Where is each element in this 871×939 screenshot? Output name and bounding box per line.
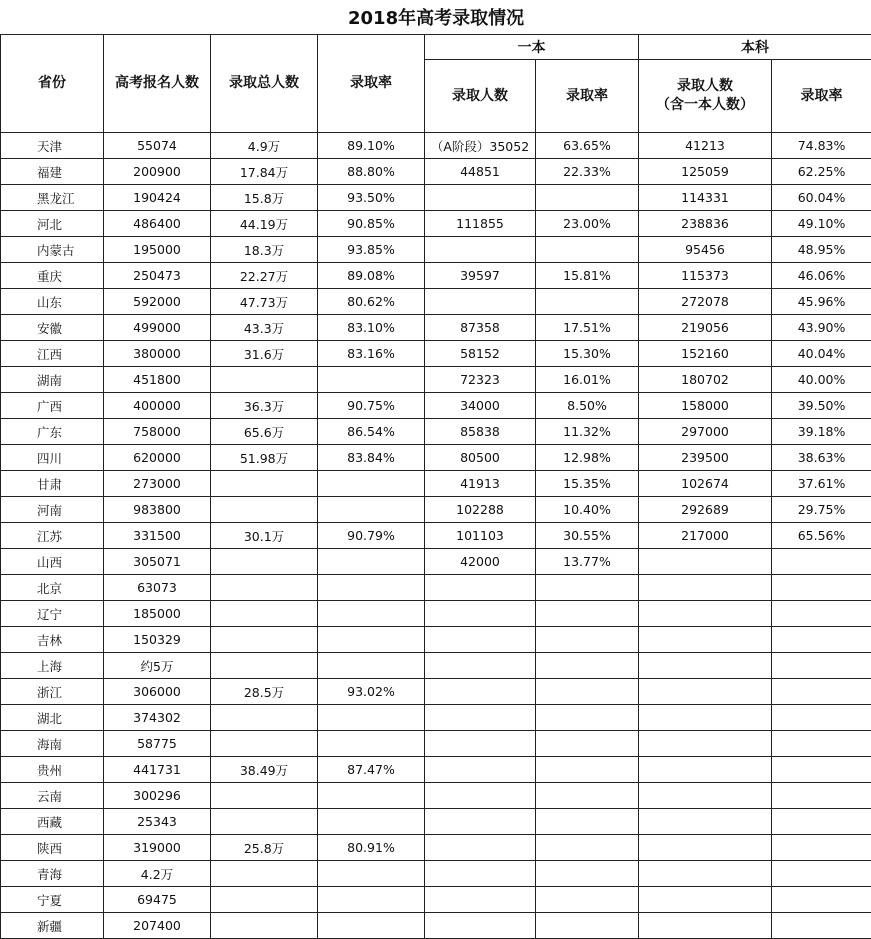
province-cell: 西藏 (1, 809, 104, 835)
undergrad-rate-cell: 40.04% (772, 341, 871, 367)
tier1-rate-cell: 15.81% (536, 263, 639, 289)
table-row (1, 471, 871, 497)
header-tier1-rate: 录取率 (536, 60, 639, 133)
tier1-rate-cell (536, 575, 639, 601)
undergrad-rate-cell (772, 601, 871, 627)
admission-rate-cell (318, 471, 425, 497)
undergrad-count-cell: 158000 (639, 393, 772, 419)
admitted-total-cell (211, 471, 318, 497)
undergrad-count-cell (639, 913, 772, 939)
tier1-count-cell (425, 679, 536, 705)
admission-rate-cell (318, 887, 425, 913)
applicants-cell: 58775 (104, 731, 211, 757)
tier1-rate-cell (536, 757, 639, 783)
undergrad-rate-cell (772, 835, 871, 861)
tier1-count-cell: 102288 (425, 497, 536, 523)
undergrad-rate-cell (772, 783, 871, 809)
header-undergrad-count-line1: 录取人数 (677, 78, 733, 94)
tier1-rate-cell (536, 627, 639, 653)
admitted-total-cell: 51.98万 (211, 445, 318, 471)
admission-rate-cell (318, 497, 425, 523)
tier1-rate-cell (536, 653, 639, 679)
tier1-rate-cell (536, 731, 639, 757)
tier1-rate-cell: 11.32% (536, 419, 639, 445)
tier1-count-cell (425, 289, 536, 315)
table-row (1, 237, 871, 263)
undergrad-count-cell: 217000 (639, 523, 772, 549)
admission-rate-cell (318, 601, 425, 627)
table-row (1, 263, 871, 289)
tier1-count-cell: 101103 (425, 523, 536, 549)
undergrad-rate-cell (772, 757, 871, 783)
header-applicants: 高考报名人数 (104, 35, 211, 133)
table-body (1, 133, 871, 939)
undergrad-count-cell (639, 783, 772, 809)
applicants-cell: 207400 (104, 913, 211, 939)
table-row (1, 497, 871, 523)
admitted-total-cell (211, 913, 318, 939)
header-admitted-total: 录取总人数 (211, 35, 318, 133)
tier1-rate-cell: 23.00% (536, 211, 639, 237)
province-cell: 湖南 (1, 367, 104, 393)
tier1-rate-cell: 22.33% (536, 159, 639, 185)
undergrad-rate-cell (772, 861, 871, 887)
table-row (1, 211, 871, 237)
table-row (1, 731, 871, 757)
undergrad-count-cell: 272078 (639, 289, 772, 315)
tier1-rate-cell (536, 289, 639, 315)
admitted-total-cell: 38.49万 (211, 757, 318, 783)
table-row (1, 887, 871, 913)
undergrad-rate-cell (772, 627, 871, 653)
applicants-cell: 69475 (104, 887, 211, 913)
admitted-total-cell: 44.19万 (211, 211, 318, 237)
applicants-cell: 185000 (104, 601, 211, 627)
tier1-count-cell: 87358 (425, 315, 536, 341)
province-cell: 四川 (1, 445, 104, 471)
province-cell: 福建 (1, 159, 104, 185)
header-group-undergrad: 本科 (639, 35, 871, 60)
tier1-rate-cell (536, 887, 639, 913)
undergrad-rate-cell: 65.56% (772, 523, 871, 549)
province-cell: 吉林 (1, 627, 104, 653)
applicants-cell: 451800 (104, 367, 211, 393)
tier1-rate-cell: 8.50% (536, 393, 639, 419)
province-cell: 浙江 (1, 679, 104, 705)
undergrad-count-cell (639, 861, 772, 887)
admission-rate-cell: 93.50% (318, 185, 425, 211)
applicants-cell: 306000 (104, 679, 211, 705)
undergrad-rate-cell (772, 549, 871, 575)
undergrad-rate-cell: 45.96% (772, 289, 871, 315)
province-cell: 北京 (1, 575, 104, 601)
table-row (1, 341, 871, 367)
undergrad-count-cell: 152160 (639, 341, 772, 367)
admitted-total-cell (211, 601, 318, 627)
applicants-cell: 305071 (104, 549, 211, 575)
undergrad-rate-cell: 48.95% (772, 237, 871, 263)
applicants-cell: 150329 (104, 627, 211, 653)
tier1-rate-cell (536, 783, 639, 809)
table-row (1, 419, 871, 445)
tier1-count-cell: 44851 (425, 159, 536, 185)
tier1-count-cell (425, 861, 536, 887)
tier1-rate-cell: 10.40% (536, 497, 639, 523)
admitted-total-cell: 31.6万 (211, 341, 318, 367)
admitted-total-cell: 18.3万 (211, 237, 318, 263)
table-row (1, 653, 871, 679)
undergrad-count-cell: 297000 (639, 419, 772, 445)
applicants-cell: 250473 (104, 263, 211, 289)
tier1-rate-cell: 17.51% (536, 315, 639, 341)
undergrad-rate-cell: 29.75% (772, 497, 871, 523)
undergrad-count-cell (639, 601, 772, 627)
tier1-count-cell: 39597 (425, 263, 536, 289)
admitted-total-cell (211, 653, 318, 679)
undergrad-rate-cell: 43.90% (772, 315, 871, 341)
tier1-rate-cell (536, 861, 639, 887)
table-row (1, 185, 871, 211)
tier1-count-cell: 85838 (425, 419, 536, 445)
undergrad-count-cell: 102674 (639, 471, 772, 497)
applicants-cell: 380000 (104, 341, 211, 367)
tier1-count-cell (425, 757, 536, 783)
tier1-count-cell (425, 783, 536, 809)
undergrad-count-cell (639, 653, 772, 679)
admitted-total-cell (211, 705, 318, 731)
undergrad-count-cell: 41213 (639, 133, 772, 159)
province-cell: 云南 (1, 783, 104, 809)
admitted-total-cell (211, 549, 318, 575)
undergrad-count-cell: 95456 (639, 237, 772, 263)
applicants-cell: 4.2万 (104, 861, 211, 887)
applicants-cell: 983800 (104, 497, 211, 523)
admission-rate-cell: 90.79% (318, 523, 425, 549)
tier1-rate-cell (536, 835, 639, 861)
tier1-count-cell (425, 705, 536, 731)
table-row (1, 835, 871, 861)
tier1-count-cell (425, 731, 536, 757)
province-cell: 安徽 (1, 315, 104, 341)
applicants-cell: 758000 (104, 419, 211, 445)
tier1-count-cell (425, 887, 536, 913)
admission-rate-cell (318, 575, 425, 601)
table-row (1, 705, 871, 731)
applicants-cell: 499000 (104, 315, 211, 341)
province-cell: 湖北 (1, 705, 104, 731)
tier1-count-cell: 58152 (425, 341, 536, 367)
admission-rate-cell: 86.54% (318, 419, 425, 445)
undergrad-count-cell (639, 835, 772, 861)
header-admission-rate: 录取率 (318, 35, 425, 133)
applicants-cell: 319000 (104, 835, 211, 861)
applicants-cell: 63073 (104, 575, 211, 601)
undergrad-rate-cell: 74.83% (772, 133, 871, 159)
admission-rate-cell (318, 549, 425, 575)
undergrad-count-cell (639, 887, 772, 913)
admission-rate-cell: 83.10% (318, 315, 425, 341)
province-cell: 江苏 (1, 523, 104, 549)
tier1-rate-cell: 12.98% (536, 445, 639, 471)
applicants-cell: 331500 (104, 523, 211, 549)
admission-rate-cell (318, 861, 425, 887)
province-cell: 宁夏 (1, 887, 104, 913)
undergrad-rate-cell (772, 913, 871, 939)
applicants-cell: 486400 (104, 211, 211, 237)
undergrad-count-cell: 239500 (639, 445, 772, 471)
header-tier1-count: 录取人数 (425, 60, 536, 133)
undergrad-rate-cell (772, 653, 871, 679)
undergrad-rate-cell (772, 887, 871, 913)
undergrad-count-cell: 114331 (639, 185, 772, 211)
applicants-cell: 190424 (104, 185, 211, 211)
province-cell: 上海 (1, 653, 104, 679)
tier1-count-cell (425, 835, 536, 861)
header-undergrad-count (639, 60, 772, 133)
province-cell: 辽宁 (1, 601, 104, 627)
admission-rate-cell: 80.91% (318, 835, 425, 861)
undergrad-rate-cell: 37.61% (772, 471, 871, 497)
table-row (1, 445, 871, 471)
undergrad-rate-cell (772, 575, 871, 601)
admission-rate-cell: 90.75% (318, 393, 425, 419)
admitted-total-cell: 43.3万 (211, 315, 318, 341)
tier1-count-cell: 42000 (425, 549, 536, 575)
province-cell: 广西 (1, 393, 104, 419)
admitted-total-cell: 36.3万 (211, 393, 318, 419)
header-undergrad-rate: 录取率 (772, 60, 871, 133)
undergrad-rate-cell (772, 679, 871, 705)
undergrad-rate-cell: 60.04% (772, 185, 871, 211)
undergrad-rate-cell: 39.18% (772, 419, 871, 445)
undergrad-count-cell (639, 757, 772, 783)
province-cell: 黑龙江 (1, 185, 104, 211)
applicants-cell: 374302 (104, 705, 211, 731)
table-row (1, 783, 871, 809)
admission-rate-cell (318, 809, 425, 835)
undergrad-count-cell: 238836 (639, 211, 772, 237)
tier1-count-cell (425, 809, 536, 835)
table-row (1, 679, 871, 705)
admitted-total-cell: 47.73万 (211, 289, 318, 315)
tier1-rate-cell: 30.55% (536, 523, 639, 549)
header-undergrad-count-line2: （含一本人数） (656, 97, 754, 113)
tier1-count-cell: 111855 (425, 211, 536, 237)
table-row (1, 393, 871, 419)
table-row (1, 549, 871, 575)
table-title: 2018年高考录取情况 (1, 0, 871, 35)
tier1-count-cell (425, 653, 536, 679)
applicants-cell: 200900 (104, 159, 211, 185)
admission-rate-cell: 80.62% (318, 289, 425, 315)
undergrad-count-cell (639, 627, 772, 653)
province-cell: 广东 (1, 419, 104, 445)
applicants-cell: 55074 (104, 133, 211, 159)
admission-rate-cell: 88.80% (318, 159, 425, 185)
tier1-count-cell (425, 575, 536, 601)
tier1-rate-cell (536, 705, 639, 731)
undergrad-rate-cell (772, 809, 871, 835)
undergrad-count-cell (639, 679, 772, 705)
table-row (1, 289, 871, 315)
undergrad-rate-cell: 46.06% (772, 263, 871, 289)
province-cell: 海南 (1, 731, 104, 757)
admitted-total-cell (211, 861, 318, 887)
tier1-count-cell: （A阶段）35052 (425, 133, 536, 159)
admitted-total-cell (211, 367, 318, 393)
applicants-cell: 273000 (104, 471, 211, 497)
tier1-rate-cell: 15.35% (536, 471, 639, 497)
tier1-count-cell (425, 601, 536, 627)
table-row (1, 627, 871, 653)
tier1-count-cell: 80500 (425, 445, 536, 471)
header-group-tier1: 一本 (425, 35, 639, 60)
province-cell: 甘肃 (1, 471, 104, 497)
admitted-total-cell (211, 575, 318, 601)
applicants-cell: 400000 (104, 393, 211, 419)
admission-rate-cell: 83.16% (318, 341, 425, 367)
admission-rate-cell: 83.84% (318, 445, 425, 471)
applicants-cell: 约5万 (104, 653, 211, 679)
admitted-total-cell: 17.84万 (211, 159, 318, 185)
province-cell: 青海 (1, 861, 104, 887)
province-cell: 江西 (1, 341, 104, 367)
applicants-cell: 592000 (104, 289, 211, 315)
admission-rate-cell (318, 913, 425, 939)
admission-rate-cell (318, 731, 425, 757)
tier1-rate-cell: 13.77% (536, 549, 639, 575)
tier1-rate-cell (536, 913, 639, 939)
undergrad-count-cell: 180702 (639, 367, 772, 393)
undergrad-rate-cell: 38.63% (772, 445, 871, 471)
tier1-count-cell: 72323 (425, 367, 536, 393)
tier1-rate-cell (536, 237, 639, 263)
table-row (1, 861, 871, 887)
tier1-count-cell (425, 627, 536, 653)
table-row (1, 913, 871, 939)
tier1-count-cell: 34000 (425, 393, 536, 419)
province-cell: 重庆 (1, 263, 104, 289)
admitted-total-cell: 30.1万 (211, 523, 318, 549)
undergrad-count-cell: 125059 (639, 159, 772, 185)
tier1-rate-cell (536, 679, 639, 705)
tier1-rate-cell (536, 601, 639, 627)
province-cell: 天津 (1, 133, 104, 159)
admission-rate-cell (318, 367, 425, 393)
undergrad-count-cell: 115373 (639, 263, 772, 289)
table-row (1, 523, 871, 549)
admitted-total-cell: 22.27万 (211, 263, 318, 289)
admitted-total-cell (211, 809, 318, 835)
admission-rate-cell (318, 653, 425, 679)
undergrad-count-cell (639, 705, 772, 731)
province-cell: 山东 (1, 289, 104, 315)
undergrad-count-cell: 219056 (639, 315, 772, 341)
admitted-total-cell: 15.8万 (211, 185, 318, 211)
tier1-count-cell: 41913 (425, 471, 536, 497)
admission-rate-cell: 89.10% (318, 133, 425, 159)
table-row (1, 809, 871, 835)
undergrad-rate-cell (772, 731, 871, 757)
applicants-cell: 441731 (104, 757, 211, 783)
admitted-total-cell (211, 627, 318, 653)
admission-rate-cell: 87.47% (318, 757, 425, 783)
tier1-rate-cell: 63.65% (536, 133, 639, 159)
undergrad-rate-cell (772, 705, 871, 731)
tier1-count-cell (425, 185, 536, 211)
table-row (1, 757, 871, 783)
applicants-cell: 620000 (104, 445, 211, 471)
admitted-total-cell (211, 497, 318, 523)
table-row (1, 133, 871, 159)
admission-rate-cell (318, 627, 425, 653)
undergrad-rate-cell: 49.10% (772, 211, 871, 237)
province-cell: 内蒙古 (1, 237, 104, 263)
admitted-total-cell: 25.8万 (211, 835, 318, 861)
admitted-total-cell: 4.9万 (211, 133, 318, 159)
table-row (1, 367, 871, 393)
admitted-total-cell: 28.5万 (211, 679, 318, 705)
tier1-count-cell (425, 913, 536, 939)
header-province: 省份 (1, 35, 104, 133)
province-cell: 新疆 (1, 913, 104, 939)
admitted-total-cell: 65.6万 (211, 419, 318, 445)
table-row (1, 159, 871, 185)
province-cell: 河南 (1, 497, 104, 523)
undergrad-count-cell: 292689 (639, 497, 772, 523)
province-cell: 贵州 (1, 757, 104, 783)
admission-rate-cell: 90.85% (318, 211, 425, 237)
tier1-rate-cell: 16.01% (536, 367, 639, 393)
table-row (1, 315, 871, 341)
undergrad-rate-cell: 40.00% (772, 367, 871, 393)
undergrad-count-cell (639, 549, 772, 575)
table-row (1, 575, 871, 601)
province-cell: 陕西 (1, 835, 104, 861)
applicants-cell: 195000 (104, 237, 211, 263)
admission-rate-cell (318, 705, 425, 731)
table-row (1, 601, 871, 627)
admitted-total-cell (211, 783, 318, 809)
province-cell: 山西 (1, 549, 104, 575)
province-cell: 河北 (1, 211, 104, 237)
admitted-total-cell (211, 731, 318, 757)
undergrad-count-cell (639, 575, 772, 601)
applicants-cell: 300296 (104, 783, 211, 809)
admission-rate-cell: 93.02% (318, 679, 425, 705)
admission-rate-cell: 89.08% (318, 263, 425, 289)
admitted-total-cell (211, 887, 318, 913)
undergrad-rate-cell: 39.50% (772, 393, 871, 419)
undergrad-rate-cell: 62.25% (772, 159, 871, 185)
undergrad-count-cell (639, 809, 772, 835)
tier1-rate-cell: 15.30% (536, 341, 639, 367)
tier1-rate-cell (536, 185, 639, 211)
tier1-rate-cell (536, 809, 639, 835)
tier1-count-cell (425, 237, 536, 263)
applicants-cell: 25343 (104, 809, 211, 835)
undergrad-count-cell (639, 731, 772, 757)
admission-rate-cell (318, 783, 425, 809)
admission-rate-cell: 93.85% (318, 237, 425, 263)
